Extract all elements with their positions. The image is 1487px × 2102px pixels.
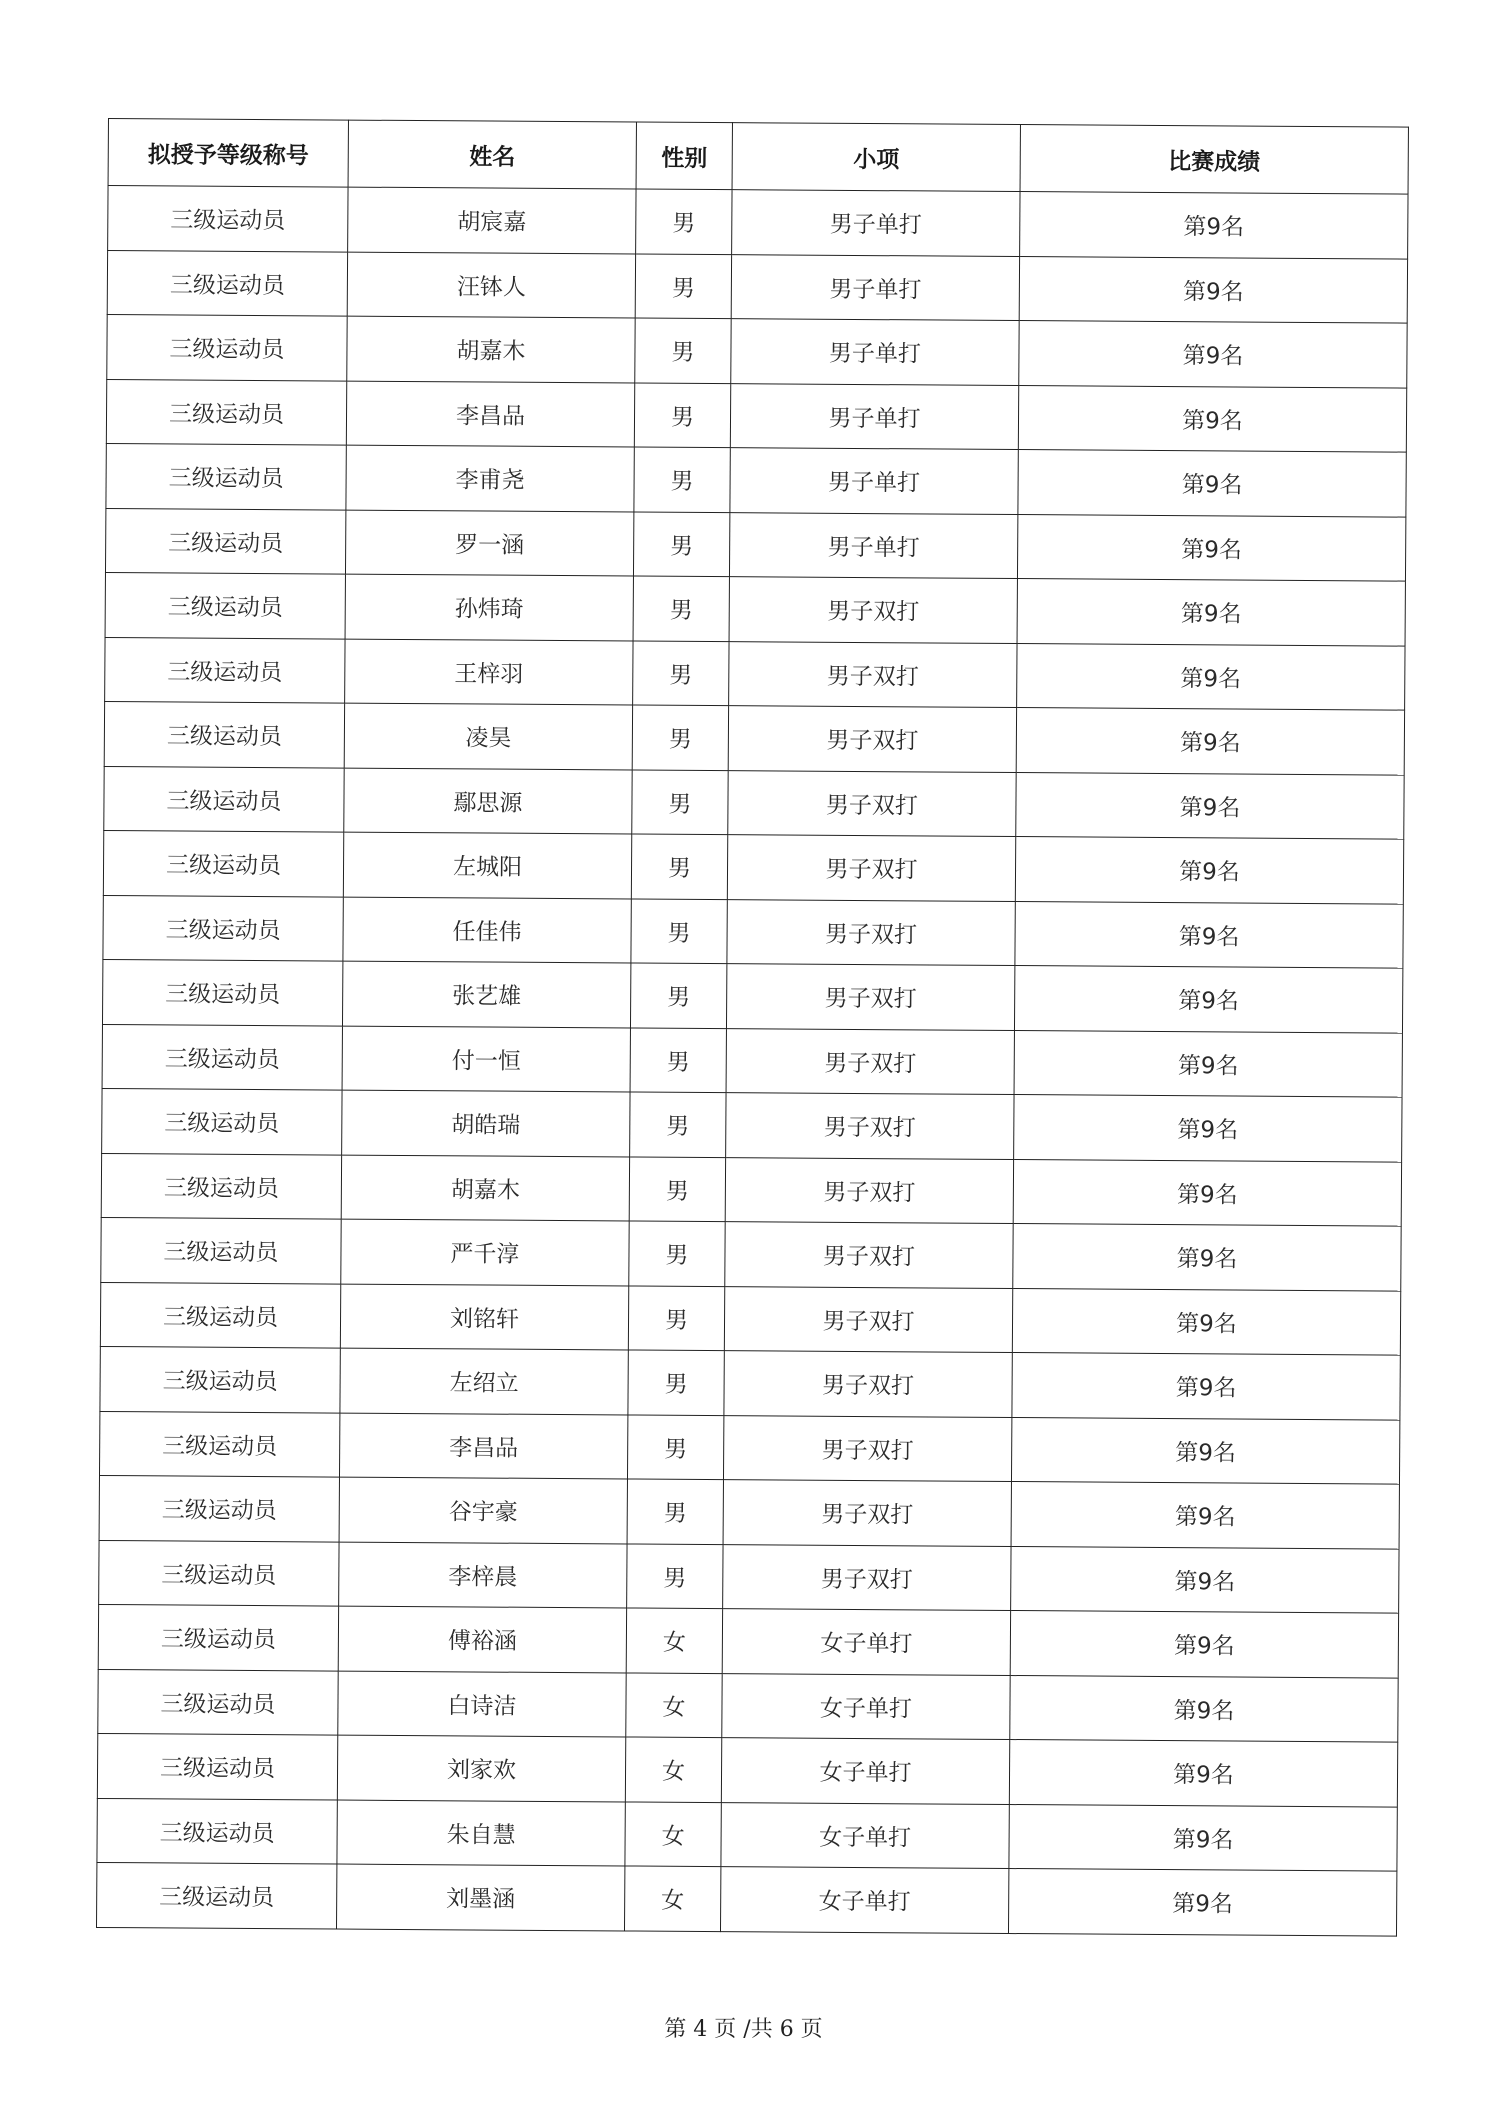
table-row (105, 572, 1405, 645)
cell-result: 第9名 (1014, 1095, 1402, 1162)
cell-grade-title: 三级运动员 (104, 766, 344, 832)
cell-gender: 男 (631, 898, 727, 963)
cell-name: 罗一涵 (345, 510, 633, 576)
cell-name: 左城阳 (343, 832, 631, 898)
cell-event: 男子双打 (725, 1157, 1013, 1223)
cell-grade-title: 三级运动员 (104, 701, 344, 767)
cell-name: 刘铭轩 (340, 1284, 628, 1350)
cell-grade-title: 三级运动员 (97, 1733, 337, 1799)
cell-gender: 男 (630, 1092, 726, 1157)
cell-grade-title: 三级运动员 (98, 1669, 338, 1735)
cell-name: 孙炜琦 (345, 574, 633, 640)
cell-gender: 女 (625, 1737, 721, 1802)
table-body (97, 186, 1409, 1936)
table-row (98, 1669, 1398, 1742)
cell-result: 第9名 (1011, 1417, 1399, 1484)
header-gender: 性别 (636, 122, 732, 190)
cell-event: 男子双打 (725, 1222, 1013, 1288)
cell-gender: 男 (627, 1479, 723, 1544)
cell-grade-title: 三级运动员 (99, 1540, 339, 1606)
cell-name: 严千淳 (341, 1219, 629, 1285)
cell-result: 第9名 (1016, 772, 1404, 839)
cell-gender: 女 (624, 1866, 720, 1931)
cell-gender: 男 (627, 1414, 723, 1479)
cell-event: 男子单打 (730, 448, 1018, 514)
cell-event: 男子双打 (726, 1028, 1014, 1094)
cell-gender: 女 (626, 1672, 722, 1737)
table-row (105, 508, 1405, 581)
cell-event: 男子双打 (726, 964, 1014, 1030)
cell-event: 男子单打 (732, 190, 1020, 256)
cell-grade-title: 三级运动员 (107, 314, 347, 380)
table-row (97, 1798, 1397, 1871)
cell-name: 左绍立 (340, 1348, 628, 1414)
cell-grade-title: 三级运动员 (98, 1604, 338, 1670)
table-row (99, 1540, 1399, 1613)
table-row (107, 250, 1407, 323)
cell-grade-title: 三级运动员 (102, 1088, 342, 1154)
cell-result: 第9名 (1014, 1030, 1402, 1097)
cell-event: 女子单打 (722, 1609, 1010, 1675)
cell-gender: 男 (632, 705, 728, 770)
table-header-row (108, 119, 1408, 195)
cell-name: 胡皓瑞 (342, 1090, 630, 1156)
table-row (102, 959, 1402, 1032)
cell-event: 男子双打 (727, 899, 1015, 965)
cell-grade-title: 三级运动员 (97, 1862, 337, 1928)
cell-name: 刘墨涵 (336, 1864, 624, 1930)
cell-event: 男子双打 (723, 1544, 1011, 1610)
cell-grade-title: 三级运动员 (106, 443, 346, 509)
cell-event: 女子单打 (722, 1673, 1010, 1739)
cell-gender: 男 (633, 640, 729, 705)
table-row (107, 314, 1407, 387)
cell-event: 男子单打 (731, 319, 1019, 385)
cell-gender: 男 (633, 576, 729, 641)
cell-result: 第9名 (1018, 385, 1406, 452)
table-row (100, 1346, 1400, 1419)
cell-result: 第9名 (1013, 1224, 1401, 1291)
cell-grade-title: 三级运动员 (99, 1475, 339, 1541)
cell-name: 刘家欢 (337, 1735, 625, 1801)
cell-grade-title: 三级运动员 (105, 508, 345, 574)
cell-gender: 男 (630, 1027, 726, 1092)
cell-result: 第9名 (1008, 1869, 1396, 1936)
cell-gender: 男 (629, 1156, 725, 1221)
cell-grade-title: 三级运动员 (101, 1217, 341, 1283)
cell-name: 汪钵人 (347, 252, 635, 318)
cell-grade-title: 三级运动员 (106, 379, 346, 445)
cell-gender: 男 (629, 1221, 725, 1286)
cell-result: 第9名 (1010, 1611, 1398, 1678)
table-row (102, 1024, 1402, 1097)
cell-grade-title: 三级运动员 (105, 572, 345, 638)
cell-name: 任佳伟 (343, 897, 631, 963)
cell-grade-title: 三级运动员 (108, 186, 348, 252)
cell-name: 白诗洁 (338, 1671, 626, 1737)
cell-result: 第9名 (1009, 1804, 1397, 1871)
cell-name: 李昌品 (339, 1413, 627, 1479)
cell-grade-title: 三级运动员 (103, 895, 343, 961)
cell-event: 女子单打 (721, 1738, 1009, 1804)
cell-result: 第9名 (1011, 1546, 1399, 1613)
table-row (101, 1153, 1401, 1226)
cell-result: 第9名 (1014, 966, 1402, 1033)
cell-event: 男子双打 (729, 641, 1017, 707)
cell-result: 第9名 (1009, 1740, 1397, 1807)
cell-name: 李甫尧 (346, 445, 634, 511)
cell-name: 谷宇豪 (339, 1477, 627, 1543)
cell-name: 胡嘉木 (341, 1155, 629, 1221)
header-result: 比赛成绩 (1020, 125, 1408, 195)
table-row (99, 1411, 1399, 1484)
cell-result: 第9名 (1010, 1675, 1398, 1742)
cell-grade-title: 三级运动员 (99, 1411, 339, 1477)
athlete-grade-table (96, 118, 1409, 1936)
cell-grade-title: 三级运动员 (101, 1153, 341, 1219)
table-row (106, 443, 1406, 516)
cell-name: 张艺雄 (342, 961, 630, 1027)
cell-result: 第9名 (1012, 1288, 1400, 1355)
table-row (99, 1475, 1399, 1548)
cell-grade-title: 三级运动员 (105, 637, 345, 703)
cell-gender: 男 (635, 318, 731, 383)
cell-grade-title: 三级运动员 (102, 1024, 342, 1090)
cell-event: 男子双打 (728, 770, 1016, 836)
cell-result: 第9名 (1017, 514, 1405, 581)
cell-name: 李昌品 (346, 381, 634, 447)
cell-gender: 男 (630, 963, 726, 1028)
cell-name: 李梓晨 (339, 1542, 627, 1608)
cell-event: 女子单打 (720, 1867, 1008, 1933)
cell-event: 男子双打 (728, 706, 1016, 772)
cell-result: 第9名 (1015, 837, 1403, 904)
header-name: 姓名 (348, 120, 636, 189)
header-grade-title: 拟授予等级称号 (108, 119, 348, 188)
cell-name: 傅裕涵 (338, 1606, 626, 1672)
cell-result: 第9名 (1015, 901, 1403, 968)
table-row (103, 895, 1403, 968)
cell-result: 第9名 (1018, 450, 1406, 517)
cell-result: 第9名 (1012, 1353, 1400, 1420)
table-row (100, 1282, 1400, 1355)
cell-event: 女子单打 (721, 1802, 1009, 1868)
table-row (104, 766, 1404, 839)
cell-gender: 男 (634, 447, 730, 512)
cell-name: 凌昊 (344, 703, 632, 769)
table-row (105, 637, 1405, 710)
cell-gender: 女 (626, 1608, 722, 1673)
cell-name: 付一恒 (342, 1026, 630, 1092)
cell-result: 第9名 (1020, 192, 1408, 259)
cell-event: 男子双打 (723, 1415, 1011, 1481)
cell-result: 第9名 (1019, 321, 1407, 388)
cell-result: 第9名 (1013, 1159, 1401, 1226)
cell-name: 鄢思源 (344, 768, 632, 834)
document-sheet (96, 118, 1408, 1936)
table-row (104, 701, 1404, 774)
table-row (106, 379, 1406, 452)
cell-name: 胡嘉木 (347, 316, 635, 382)
cell-grade-title: 三级运动员 (102, 959, 342, 1025)
table-row (108, 186, 1408, 259)
cell-event: 男子双打 (727, 835, 1015, 901)
table-row (98, 1604, 1398, 1677)
cell-event: 男子双打 (723, 1480, 1011, 1546)
cell-grade-title: 三级运动员 (103, 830, 343, 896)
table-row (101, 1217, 1401, 1290)
cell-result: 第9名 (1011, 1482, 1399, 1549)
cell-event: 男子单打 (729, 512, 1017, 578)
cell-event: 男子双打 (726, 1093, 1014, 1159)
cell-name: 朱自慧 (337, 1800, 625, 1866)
page-number: 第 4 页 /共 6 页 (664, 2017, 823, 2042)
cell-event: 男子双打 (724, 1286, 1012, 1352)
cell-gender: 男 (633, 511, 729, 576)
cell-event: 男子双打 (724, 1351, 1012, 1417)
cell-event: 男子双打 (729, 577, 1017, 643)
cell-result: 第9名 (1017, 579, 1405, 646)
header-event: 小项 (732, 123, 1020, 192)
cell-gender: 男 (635, 254, 731, 319)
cell-grade-title: 三级运动员 (97, 1798, 337, 1864)
cell-grade-title: 三级运动员 (100, 1346, 340, 1412)
cell-gender: 男 (627, 1543, 723, 1608)
cell-gender: 男 (634, 382, 730, 447)
cell-gender: 女 (625, 1801, 721, 1866)
cell-name: 王梓羽 (345, 639, 633, 705)
cell-result: 第9名 (1019, 256, 1407, 323)
cell-gender: 男 (628, 1285, 724, 1350)
cell-event: 男子单打 (731, 254, 1019, 320)
table-row (102, 1088, 1402, 1161)
table-row (103, 830, 1403, 903)
cell-gender: 男 (636, 189, 732, 254)
cell-event: 男子单打 (730, 383, 1018, 449)
table-row (97, 1733, 1397, 1806)
cell-result: 第9名 (1017, 643, 1405, 710)
cell-gender: 男 (628, 1350, 724, 1415)
cell-grade-title: 三级运动员 (100, 1282, 340, 1348)
cell-gender: 男 (631, 834, 727, 899)
cell-grade-title: 三级运动员 (107, 250, 347, 316)
table-row (97, 1862, 1397, 1935)
cell-result: 第9名 (1016, 708, 1404, 775)
cell-name: 胡宸嘉 (348, 187, 636, 253)
cell-gender: 男 (632, 769, 728, 834)
